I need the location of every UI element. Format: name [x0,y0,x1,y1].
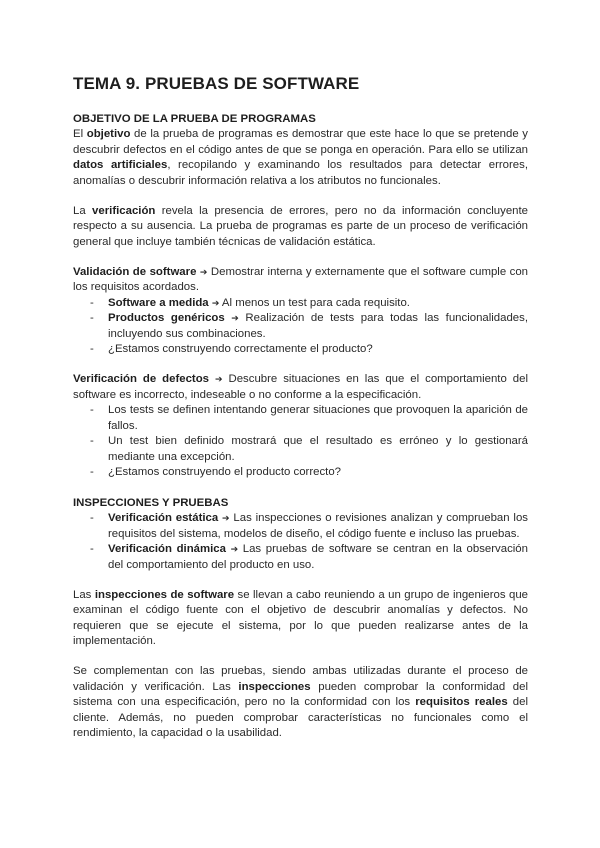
bold-term-inspecciones: inspecciones [238,680,311,693]
list-item [90,403,528,434]
bold-term-requisitos-reales: requisitos reales [415,696,508,708]
text-run: El [73,128,87,140]
paragraph-validacion-software [73,265,528,296]
dash-bullet: - [90,404,94,416]
section-heading-inspecciones: INSPECCIONES Y PRUEBAS [73,497,229,509]
text-run: , recopilando y examinando los resultados para detectar errores, anomalías o descubrir información relativa a los atributos no funcionales. [73,159,528,187]
list-item [90,311,528,342]
list-item [90,342,528,358]
dash-bullet: - [90,512,94,524]
dash-bullet: - [90,343,94,355]
bold-term-verificacion: verificación [92,204,156,217]
list-validacion [73,296,528,358]
text-run: pueden comprobar la conformidad del sistema con una especificación, pero no la conformidad con los [73,680,528,708]
bold-term: Verificación estática [108,512,219,524]
paragraph-verificacion [73,204,528,251]
text-run: Descubre situaciones en las que el comportamiento del software es incorrecto, indeseable o no conforme a la especificación. [73,373,528,401]
dash-bullet: - [90,312,94,324]
dash-bullet: - [90,435,94,447]
text-run: La [73,204,93,217]
arrow-icon: ➔ [211,297,220,308]
text-run: Las [73,588,95,601]
text-run: Realización de tests para todas las funcionalidades, incluyendo sus combinaciones. [108,312,528,340]
arrow-icon: ➔ [222,513,230,523]
list-item [90,434,528,465]
bold-term: Software a medida [108,296,209,309]
text-run: Un test bien definido mostrará que el resultado es erróneo y lo gestionará mediante una excepción. [108,435,528,463]
text-run: de la prueba de programas es demostrar que este hace lo que se pretende y descubrir defectos en el código antes de que se ponga en operación. Para ello se utilizan [73,128,528,156]
bold-term-validacion: Validación de software [73,265,197,278]
list-inspecciones [73,511,528,573]
text-run: ¿Estamos construyendo correctamente el producto? [108,343,373,355]
paragraph-objetivo [73,127,528,189]
list-verificacion [73,403,528,481]
text-run: Las pruebas de software se centran en la observación del comportamiento del producto en uso. [108,543,528,571]
list-item [90,511,528,542]
arrow-icon: ➔ [214,374,223,384]
section-heading-objetivo: OBJETIVO DE LA PRUEBA DE PROGRAMAS [73,113,316,125]
arrow-icon: ➔ [230,544,239,554]
bold-term-verificacion-defectos: Verificación de defectos [73,373,210,385]
bold-term-inspecciones-software: inspecciones de software [94,588,235,601]
text-run: se llevan a cabo reuniendo a un grupo de ingenieros que examinan el código fuente con el objetivo de descubrir anomalías y defectos. No requieren que se ejecute el sistema, por lo que pueden realizarse antes de la implementación. [73,588,528,647]
list-item [90,296,528,312]
document-title: TEMA 9. PRUEBAS DE SOFTWARE [73,74,360,93]
text-run: Al menos un test para cada requisito. [219,296,410,309]
paragraph-verificacion-defectos [73,372,528,403]
text-run: del cliente. Además, no pueden comprobar características no funcionales como el rendimiento, la capacidad o la usabilidad. [73,696,528,739]
text-run: Demostrar interna y externamente que el software cumple con los requisitos acordados. [73,265,528,293]
text-run: Se complementan con las pruebas, siendo ambas utilizadas durante el proceso de validación y verificación. Las [73,665,528,693]
text-run: revela la presencia de errores, pero no da información concluyente respecto a su ausencia. La prueba de programas es parte de un proceso de verificación general que incluye también técnicas de validación estática. [73,204,528,248]
arrow-icon: ➔ [199,266,208,277]
text-run: ¿Estamos construyendo el producto correcto? [108,466,341,478]
bold-term: Verificación dinámica [108,543,226,555]
paragraph-inspecciones-software [73,588,528,650]
dash-bullet: - [90,296,94,309]
bold-term: Productos genéricos [108,312,225,324]
bold-term-objetivo: objetivo [86,128,131,140]
text-run: Las inspecciones o revisiones analizan y comprueban los requisitos del sistema, modelos de diseño, el código fuente e incluso las pruebas. [108,512,528,540]
arrow-icon: ➔ [231,313,239,323]
paragraph-complementan [73,664,528,742]
dash-bullet: - [90,543,94,555]
bold-term-datos-artificiales: datos artificiales [73,159,168,171]
list-item [90,465,528,481]
dash-bullet: - [90,466,94,478]
list-item [90,542,528,573]
text-run: Los tests se definen intentando generar situaciones que provoquen la aparición de fallos. [108,404,528,432]
